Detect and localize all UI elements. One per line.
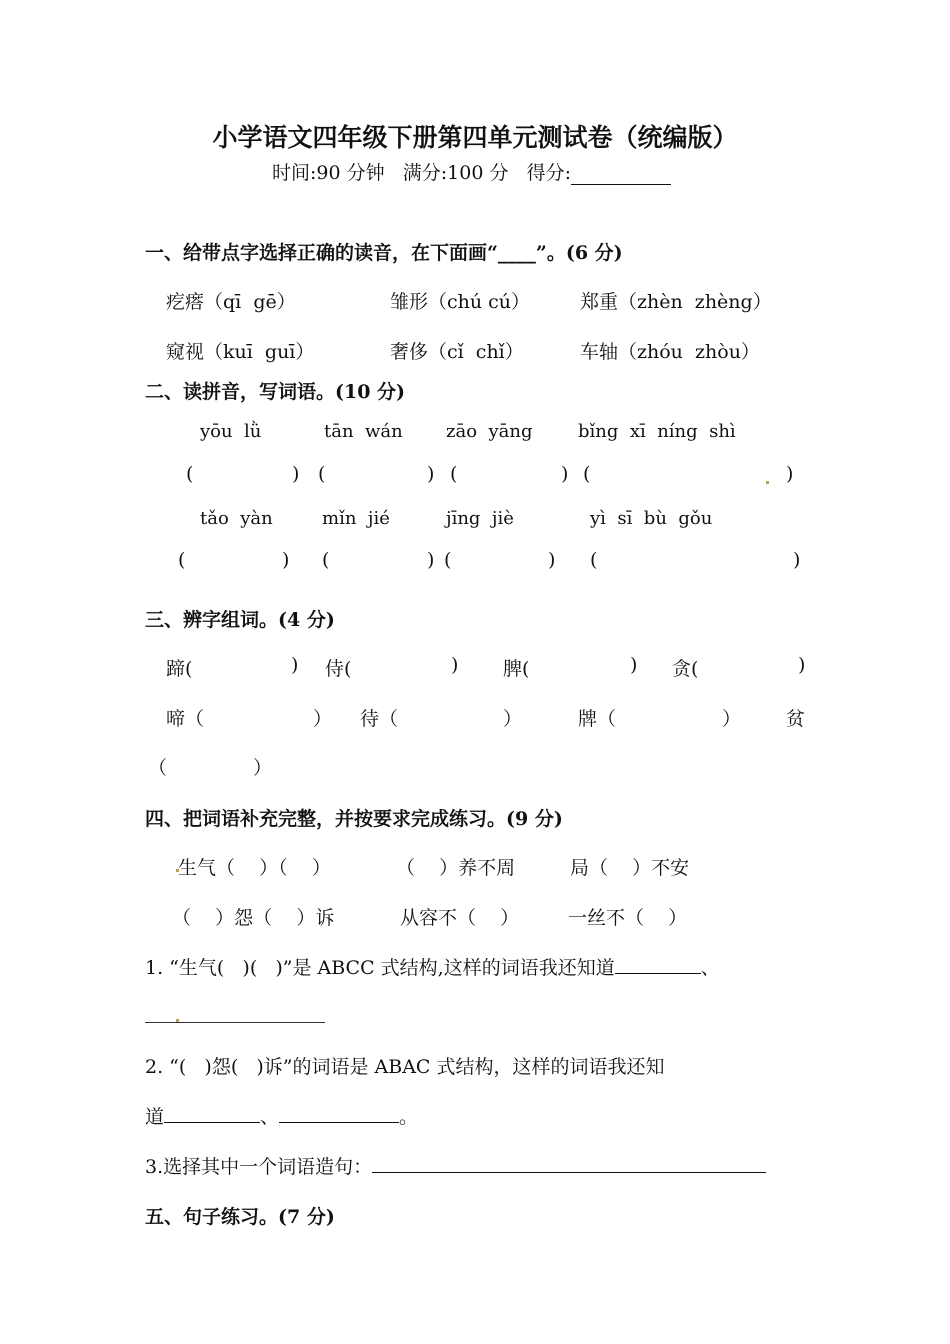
char-item[interactable]: 啼（ [166,708,205,730]
period: 。 [399,1106,419,1128]
answer-paren-close[interactable]: ) [291,654,299,676]
time-label: 时间:90 分钟 [272,162,385,184]
question-2-line2 [145,1102,418,1129]
pinyin: zāo yāng [446,421,533,442]
answer-paren-open[interactable]: ( [186,463,194,485]
question-1-text: 1. “生气( )( )”是 ABCC 式结构,这样的词语我还知道 [145,957,615,979]
page-title: 小学语文四年级下册第四单元测试卷（统编版） [212,123,738,152]
answer-paren-open[interactable]: ( [318,463,326,485]
s1-item[interactable]: 疙瘩（qī gē） [166,291,296,313]
answer-paren-close[interactable]: ) [282,549,290,571]
question-1 [145,953,720,980]
char-item[interactable]: 贫 [786,708,806,730]
answer-paren-close[interactable]: ） [313,708,333,730]
section1-heading: 一、给带点字选择正确的读音，在下面画“____”。(6 分) [145,242,623,264]
char-item[interactable]: 贪( [672,658,699,680]
answer-paren-close[interactable]: ) [292,463,300,485]
char-item[interactable]: 待（ [360,708,399,730]
answer-paren-close[interactable]: ) [561,463,569,485]
char-item[interactable]: 蹄( [166,658,193,680]
question-3 [145,1152,766,1179]
answer-line[interactable] [145,1022,325,1023]
answer-paren-open[interactable]: ( [590,549,598,571]
idiom-item[interactable]: 一丝不（ ） [568,907,688,929]
answer-blank[interactable] [279,1103,399,1123]
answer-paren-close[interactable]: ） [722,708,742,730]
s1-item[interactable]: 奢侈（cǐ chǐ） [390,341,524,363]
pinyin: yì sī bù gǒu [590,508,713,529]
answer-blank[interactable] [372,1153,766,1173]
answer-paren-close[interactable]: ) [630,654,638,676]
char-item[interactable]: 牌（ [578,708,617,730]
answer-blank[interactable] [615,954,701,974]
answer-paren-close[interactable]: ） [253,757,273,779]
section2-heading: 二、读拼音，写词语。(10 分) [145,381,406,403]
pinyin: yōu lǜ [200,421,262,442]
answer-paren-close[interactable]: ) [793,549,801,571]
exam-info [272,158,671,185]
separator: 、 [700,957,720,979]
answer-paren-close[interactable]: ) [451,654,459,676]
section4-heading: 四、把词语补充完整，并按要求完成练习。(9 分) [145,808,563,830]
score-blank[interactable] [571,164,671,185]
idiom-item[interactable]: （ ）怨（ ）诉 [172,907,335,929]
answer-blank[interactable] [164,1103,260,1123]
idiom-item[interactable]: （ ）养不周 [396,857,516,879]
idiom-item[interactable]: 生气（ ）（ ） [178,857,331,879]
answer-paren-open[interactable]: ( [450,463,458,485]
speck-mark [176,1019,179,1022]
separator: 、 [260,1106,280,1128]
pinyin: bǐng xī níng shì [578,421,736,442]
pinyin: mǐn jié [322,508,390,529]
answer-paren-close[interactable]: ) [427,549,435,571]
full-score-label: 满分:100 分 [402,162,509,184]
s1-item[interactable]: 雏形（chú cú） [390,291,531,313]
question-2-prefix: 道 [145,1106,165,1128]
answer-paren-close[interactable]: ) [786,463,794,485]
idiom-item[interactable]: 局（ ）不安 [570,857,690,879]
answer-paren-close[interactable]: ） [503,708,523,730]
answer-paren-close[interactable]: ) [548,549,556,571]
pinyin: tǎo yàn [200,508,273,529]
score-label: 得分: [526,162,571,184]
s1-item[interactable]: 车轴（zhóu zhòu） [580,341,760,363]
answer-paren-open[interactable]: ( [322,549,330,571]
section5-heading: 五、句子练习。(7 分) [145,1206,335,1228]
char-item[interactable]: 侍( [325,658,352,680]
answer-paren-open[interactable]: ( [583,463,591,485]
answer-paren-close[interactable]: ) [427,463,435,485]
answer-paren-open[interactable]: （ [148,757,168,779]
speck-mark [766,481,769,484]
answer-paren-close[interactable]: ) [798,654,806,676]
question-2-line1: 2. “( )怨( )诉”的词语是 ABAC 式结构，这样的词语我还知 [145,1056,665,1078]
idiom-item[interactable]: 从容不（ ） [400,907,520,929]
answer-paren-open[interactable]: ( [444,549,452,571]
pinyin: jīng jiè [446,508,514,529]
s1-item[interactable]: 窥视（kuī guī） [166,341,315,363]
answer-paren-open[interactable]: ( [178,549,186,571]
pinyin: tān wán [324,421,403,442]
section3-heading: 三、辨字组词。(4 分) [145,609,335,631]
question-3-text: 3.选择其中一个词语造句： [145,1156,373,1178]
s1-item[interactable]: 郑重（zhèn zhèng） [580,291,772,313]
char-item[interactable]: 脾( [503,658,530,680]
